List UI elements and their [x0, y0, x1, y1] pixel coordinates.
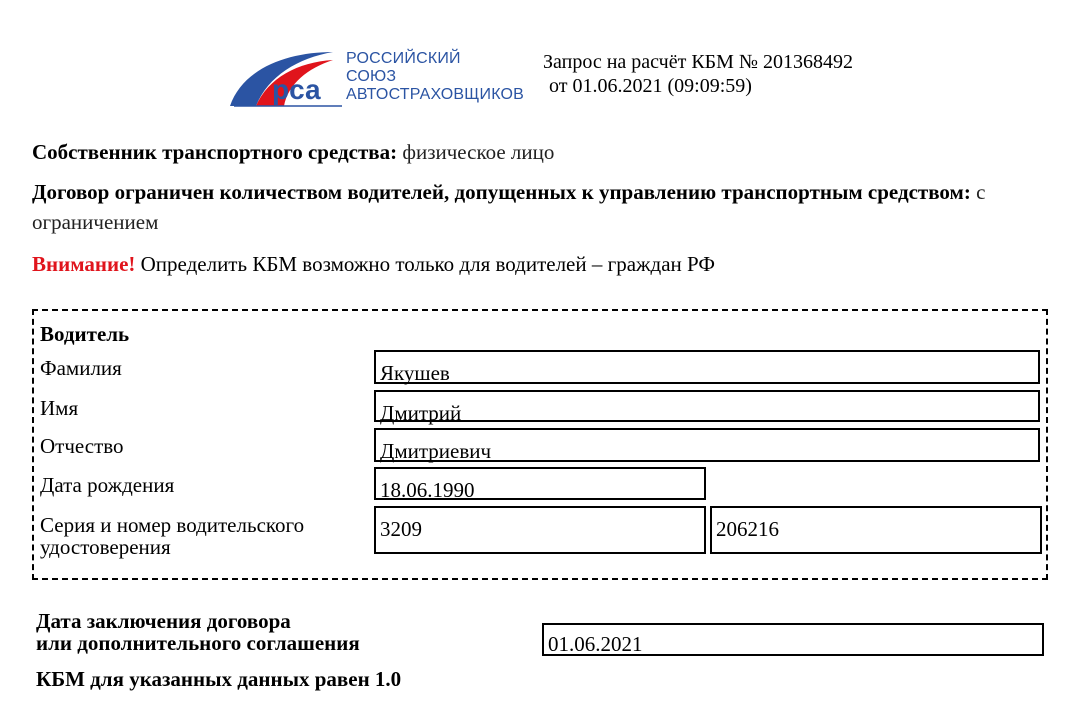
owner-line — [32, 137, 554, 167]
rsa-name — [346, 50, 524, 104]
rsa-name-line1: РОССИЙСКИЙ — [346, 50, 461, 67]
contract-date-label — [36, 610, 360, 654]
contract-date-field[interactable]: 01.06.2021 — [542, 623, 1044, 656]
rsa-abbr: рса — [272, 74, 321, 105]
owner-label: Собственник транспортного средства: — [32, 140, 398, 164]
request-date: от 01.06.2021 (09:09:59) — [549, 75, 752, 97]
rsa-name-line3: АВТОСТРАХОВЩИКОВ — [346, 86, 525, 103]
birthdate-label: Дата рождения — [40, 473, 175, 497]
rsa-logo — [228, 48, 525, 110]
birthdate-field[interactable]: 18.06.1990 — [374, 467, 706, 500]
contract-date-label-line2: или дополнительного соглашения — [36, 631, 360, 655]
contract-value-part1: с — [976, 180, 986, 204]
patronymic-field[interactable]: Дмитриевич — [374, 428, 1040, 462]
request-header — [543, 50, 853, 98]
rsa-name-line2: СОЮЗ — [346, 68, 397, 85]
patronymic-label: Отчество — [40, 434, 124, 458]
warning-word: Внимание! — [32, 252, 136, 276]
warning-text: Определить КБМ возможно только для водителей – граждан РФ — [140, 252, 715, 276]
license-label-line1: Серия и номер водительского — [40, 513, 305, 537]
surname-field[interactable]: Якушев — [374, 350, 1040, 384]
contract-date-label-line1: Дата заключения договора — [36, 609, 291, 633]
kbm-result: КБМ для указанных данных равен 1.0 — [36, 667, 402, 691]
surname-label: Фамилия — [40, 356, 122, 380]
contract-line — [32, 177, 1052, 237]
name-field[interactable]: Дмитрий — [374, 390, 1040, 422]
license-label — [40, 514, 304, 558]
request-title: Запрос на расчёт КБМ № 201368492 — [543, 51, 854, 73]
warning-line — [32, 249, 715, 279]
owner-value: физическое лицо — [402, 140, 555, 164]
contract-label: Договор ограничен количеством водителей, допущенных к управлению транспортным средством: — [32, 180, 971, 204]
driver-title: Водитель — [40, 322, 130, 346]
license-label-line2: удостоверения — [40, 535, 171, 559]
license-number-field[interactable]: 206216 — [710, 506, 1042, 554]
contract-value-part2: ограничением — [32, 210, 159, 234]
name-label: Имя — [40, 396, 79, 420]
license-series-field[interactable]: 3209 — [374, 506, 706, 554]
